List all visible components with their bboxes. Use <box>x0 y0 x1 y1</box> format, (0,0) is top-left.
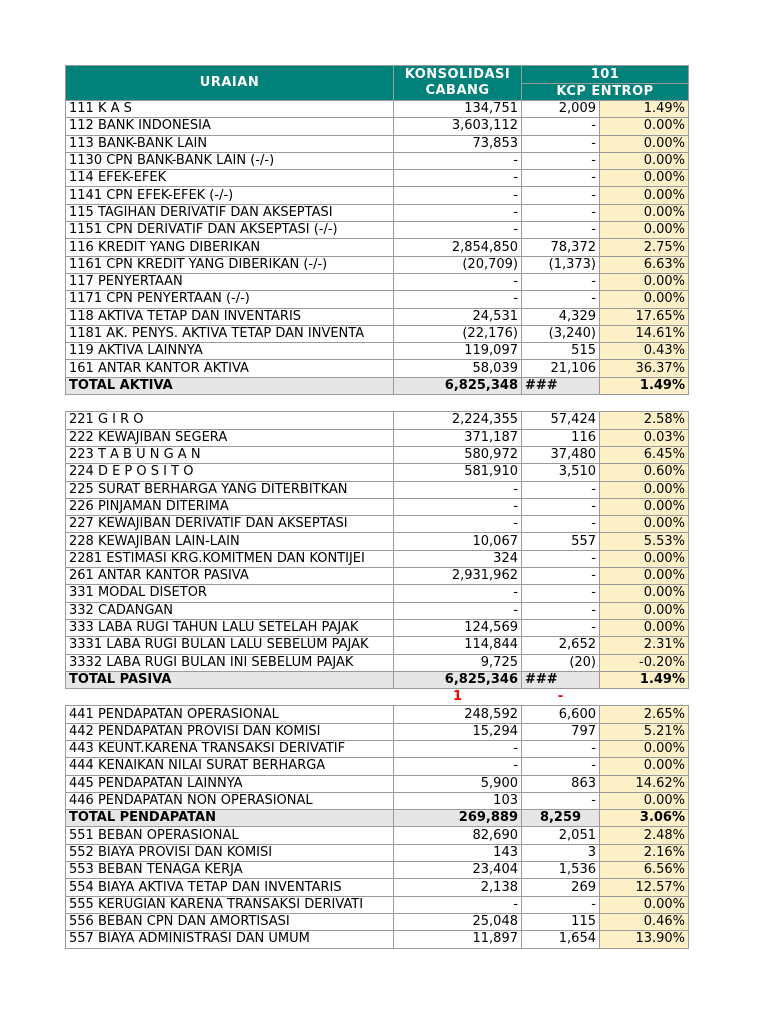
row-konsolidasi: 73,853 <box>394 135 522 152</box>
total-pct: 3.06% <box>600 810 689 827</box>
table-row <box>66 723 689 740</box>
total-row <box>66 377 689 394</box>
header-uraian: URAIAN <box>66 66 394 101</box>
row-label: 556 BEBAN CPN DAN AMORTISASI <box>66 913 394 930</box>
row-branch: - <box>522 481 600 498</box>
row-pct: 17.65% <box>600 308 689 325</box>
table-row <box>66 792 689 809</box>
table-row <box>66 498 689 515</box>
row-pct: 12.57% <box>600 879 689 896</box>
row-branch: 21,106 <box>522 360 600 377</box>
row-pct: 0.00% <box>600 896 689 913</box>
row-konsolidasi: 143 <box>394 844 522 861</box>
table-row <box>66 101 689 118</box>
row-pct: 0.00% <box>600 516 689 533</box>
table-row <box>66 325 689 342</box>
row-label: 225 SURAT BERHARGA YANG DITERBITKAN <box>66 481 394 498</box>
table-row <box>66 740 689 757</box>
table-row <box>66 585 689 602</box>
total-pendapatan <box>66 810 689 827</box>
row-label: 1171 CPN PENYERTAAN (-/-) <box>66 291 394 308</box>
row-label: 119 AKTIVA LAINNYA <box>66 343 394 360</box>
row-label: 1151 CPN DERIVATIF DAN AKSEPTASI (-/-) <box>66 222 394 239</box>
row-pct: 0.00% <box>600 602 689 619</box>
row-label: 551 BEBAN OPERASIONAL <box>66 827 394 844</box>
row-branch: - <box>522 118 600 135</box>
table-row <box>66 879 689 896</box>
row-pct: 0.03% <box>600 429 689 446</box>
row-label: 333 LABA RUGI TAHUN LALU SETELAH PAJAK <box>66 619 394 636</box>
table-row <box>66 758 689 775</box>
row-pct: 2.16% <box>600 844 689 861</box>
row-pct: 0.00% <box>600 291 689 308</box>
check-branch: - <box>557 689 564 705</box>
row-konsolidasi: - <box>394 516 522 533</box>
row-konsolidasi: 371,187 <box>394 429 522 446</box>
row-branch: 3,510 <box>522 464 600 481</box>
section-pendapatan <box>66 706 689 810</box>
row-pct: 0.00% <box>600 619 689 636</box>
row-konsolidasi: - <box>394 740 522 757</box>
table-row <box>66 343 689 360</box>
table-row <box>66 931 689 948</box>
row-label: 117 PENYERTAAN <box>66 273 394 290</box>
row-branch: - <box>522 498 600 515</box>
row-konsolidasi: 119,097 <box>394 343 522 360</box>
row-branch: 2,051 <box>522 827 600 844</box>
row-branch: - <box>522 187 600 204</box>
row-pct: 5.53% <box>600 533 689 550</box>
row-konsolidasi: 134,751 <box>394 101 522 118</box>
table-row <box>66 896 689 913</box>
row-konsolidasi: - <box>394 204 522 221</box>
table-row <box>66 862 689 879</box>
row-pct: 6.56% <box>600 862 689 879</box>
table-row <box>66 429 689 446</box>
row-label: 555 KERUGIAN KARENA TRANSAKSI DERIVATI <box>66 896 394 913</box>
row-konsolidasi: - <box>394 273 522 290</box>
row-branch: 797 <box>522 723 600 740</box>
row-konsolidasi: 2,224,355 <box>394 412 522 429</box>
row-pct: 1.49% <box>600 101 689 118</box>
row-pct: 0.00% <box>600 135 689 152</box>
row-branch: - <box>522 516 600 533</box>
row-pct: 0.00% <box>600 481 689 498</box>
table-row <box>66 118 689 135</box>
spacer-row <box>66 395 689 412</box>
table-row <box>66 516 689 533</box>
table-row <box>66 446 689 463</box>
row-label: 445 PENDAPATAN LAINNYA <box>66 775 394 792</box>
table-row <box>66 654 689 671</box>
header-konsolidasi-line1: KONSOLIDASI <box>404 67 511 82</box>
row-branch: - <box>522 135 600 152</box>
table-row <box>66 360 689 377</box>
row-pct: 0.00% <box>600 170 689 187</box>
row-branch: (20) <box>522 654 600 671</box>
row-label: 223 T A B U N G A N <box>66 446 394 463</box>
row-pct: 0.00% <box>600 222 689 239</box>
row-branch: 6,600 <box>522 706 600 723</box>
row-branch: - <box>522 568 600 585</box>
row-pct: 0.00% <box>600 187 689 204</box>
row-konsolidasi: - <box>394 896 522 913</box>
row-konsolidasi: (20,709) <box>394 256 522 273</box>
total-aktiva <box>66 377 689 412</box>
check-konsolidasi: 1 <box>452 689 463 705</box>
row-konsolidasi: - <box>394 602 522 619</box>
row-label: 553 BEBAN TENAGA KERJA <box>66 862 394 879</box>
row-label: 116 KREDIT YANG DIBERIKAN <box>66 239 394 256</box>
row-label: 221 G I R O <box>66 412 394 429</box>
row-pct: 2.65% <box>600 706 689 723</box>
row-label: 441 PENDAPATAN OPERASIONAL <box>66 706 394 723</box>
row-pct: 0.00% <box>600 758 689 775</box>
row-pct: 6.63% <box>600 256 689 273</box>
row-branch: 115 <box>522 913 600 930</box>
row-konsolidasi: - <box>394 187 522 204</box>
row-konsolidasi: 24,531 <box>394 308 522 325</box>
row-pct: 0.00% <box>600 792 689 809</box>
row-pct: 0.00% <box>600 585 689 602</box>
row-konsolidasi: 581,910 <box>394 464 522 481</box>
row-pct: 14.62% <box>600 775 689 792</box>
row-branch: - <box>522 152 600 169</box>
row-konsolidasi: 9,725 <box>394 654 522 671</box>
row-pct: 0.43% <box>600 343 689 360</box>
table-row <box>66 412 689 429</box>
row-konsolidasi: 58,039 <box>394 360 522 377</box>
table-row <box>66 568 689 585</box>
row-pct: 2.31% <box>600 637 689 654</box>
table-row <box>66 273 689 290</box>
row-konsolidasi: 5,900 <box>394 775 522 792</box>
row-pct: 2.48% <box>600 827 689 844</box>
table-row <box>66 135 689 152</box>
row-konsolidasi: 15,294 <box>394 723 522 740</box>
table-row <box>66 222 689 239</box>
table-row <box>66 602 689 619</box>
total-label: TOTAL PENDAPATAN <box>66 810 394 827</box>
header-konsolidasi-line2: CABANG <box>425 83 490 98</box>
row-branch: 1,654 <box>522 931 600 948</box>
row-branch: 557 <box>522 533 600 550</box>
row-label: 443 KEUNT.KARENA TRANSAKSI DERIVATIF <box>66 740 394 757</box>
row-branch: (1,373) <box>522 256 600 273</box>
total-pct: 1.49% <box>600 671 689 688</box>
row-pct: 0.60% <box>600 464 689 481</box>
row-label: 2281 ESTIMASI KRG.KOMITMEN DAN KONTIJEI <box>66 550 394 567</box>
row-pct: 0.00% <box>600 740 689 757</box>
row-label: 118 AKTIVA TETAP DAN INVENTARIS <box>66 308 394 325</box>
row-branch: - <box>522 170 600 187</box>
row-konsolidasi: 124,569 <box>394 619 522 636</box>
row-pct: 0.00% <box>600 152 689 169</box>
row-branch: 2,652 <box>522 637 600 654</box>
row-label: 3331 LABA RUGI BULAN LALU SEBELUM PAJAK <box>66 637 394 654</box>
check-row <box>66 689 689 706</box>
table-row <box>66 256 689 273</box>
row-pct: 0.00% <box>600 118 689 135</box>
row-branch: 863 <box>522 775 600 792</box>
row-pct: 6.45% <box>600 446 689 463</box>
row-label: 161 ANTAR KANTOR AKTIVA <box>66 360 394 377</box>
table-row <box>66 170 689 187</box>
table-row <box>66 187 689 204</box>
row-konsolidasi: 2,138 <box>394 879 522 896</box>
row-pct: 2.75% <box>600 239 689 256</box>
row-pct: -0.20% <box>600 654 689 671</box>
row-branch: - <box>522 291 600 308</box>
row-pct: 14.61% <box>600 325 689 342</box>
row-branch: - <box>522 740 600 757</box>
row-label: 115 TAGIHAN DERIVATIF DAN AKSEPTASI <box>66 204 394 221</box>
table-row <box>66 775 689 792</box>
row-label: 446 PENDAPATAN NON OPERASIONAL <box>66 792 394 809</box>
row-konsolidasi: - <box>394 291 522 308</box>
header-konsolidasi <box>394 66 522 101</box>
row-konsolidasi: 25,048 <box>394 913 522 930</box>
table-row <box>66 706 689 723</box>
row-konsolidasi: 23,404 <box>394 862 522 879</box>
row-branch: - <box>522 222 600 239</box>
header-branch-code: 101 <box>522 66 689 84</box>
total-konsolidasi: 6,825,348 <box>394 377 522 394</box>
row-label: 112 BANK INDONESIA <box>66 118 394 135</box>
table-row <box>66 481 689 498</box>
row-branch: - <box>522 758 600 775</box>
row-pct: 5.21% <box>600 723 689 740</box>
row-konsolidasi: 103 <box>394 792 522 809</box>
row-branch: 3 <box>522 844 600 861</box>
row-branch: 116 <box>522 429 600 446</box>
table-row <box>66 291 689 308</box>
balance-sheet <box>65 65 688 949</box>
row-konsolidasi: - <box>394 170 522 187</box>
row-label: 331 MODAL DISETOR <box>66 585 394 602</box>
total-label: TOTAL AKTIVA <box>66 377 394 394</box>
row-label: 332 CADANGAN <box>66 602 394 619</box>
row-branch: - <box>522 585 600 602</box>
row-label: 226 PINJAMAN DITERIMA <box>66 498 394 515</box>
table-row <box>66 550 689 567</box>
row-branch: 57,424 <box>522 412 600 429</box>
total-konsolidasi: 269,889 <box>394 810 522 827</box>
row-label: 222 KEWAJIBAN SEGERA <box>66 429 394 446</box>
table-row <box>66 913 689 930</box>
row-konsolidasi: (22,176) <box>394 325 522 342</box>
row-branch: - <box>522 550 600 567</box>
row-label: 224 D E P O S I T O <box>66 464 394 481</box>
row-pct: 0.46% <box>600 913 689 930</box>
total-row <box>66 671 689 688</box>
row-branch: - <box>522 792 600 809</box>
row-label: 557 BIAYA ADMINISTRASI DAN UMUM <box>66 931 394 948</box>
row-konsolidasi: 3,603,112 <box>394 118 522 135</box>
row-label: 554 BIAYA AKTIVA TETAP DAN INVENTARIS <box>66 879 394 896</box>
row-branch: - <box>522 204 600 221</box>
row-konsolidasi: - <box>394 222 522 239</box>
row-konsolidasi: - <box>394 481 522 498</box>
total-pasiva <box>66 671 689 706</box>
total-branch: ### <box>522 671 600 688</box>
table-row <box>66 152 689 169</box>
table-row <box>66 844 689 861</box>
row-pct: 0.00% <box>600 273 689 290</box>
row-pct: 0.00% <box>600 498 689 515</box>
row-konsolidasi: 580,972 <box>394 446 522 463</box>
row-label: 1181 AK. PENYS. AKTIVA TETAP DAN INVENTA <box>66 325 394 342</box>
row-pct: 0.00% <box>600 550 689 567</box>
row-label: 261 ANTAR KANTOR PASIVA <box>66 568 394 585</box>
row-pct: 36.37% <box>600 360 689 377</box>
row-label: 552 BIAYA PROVISI DAN KOMISI <box>66 844 394 861</box>
table-row <box>66 637 689 654</box>
row-konsolidasi: 2,854,850 <box>394 239 522 256</box>
header-branch-name: KCP ENTROP <box>522 84 689 101</box>
row-branch: 2,009 <box>522 101 600 118</box>
row-branch: (3,240) <box>522 325 600 342</box>
row-branch: - <box>522 273 600 290</box>
total-konsolidasi: 6,825,346 <box>394 671 522 688</box>
section-biaya <box>66 827 689 948</box>
row-branch: 78,372 <box>522 239 600 256</box>
row-konsolidasi: - <box>394 152 522 169</box>
table-row <box>66 533 689 550</box>
section-pasiva <box>66 412 689 671</box>
total-label: TOTAL PASIVA <box>66 671 394 688</box>
row-label: 1141 CPN EFEK-EFEK (-/-) <box>66 187 394 204</box>
row-branch: - <box>522 602 600 619</box>
row-label: 114 EFEK-EFEK <box>66 170 394 187</box>
total-branch: 8,259 <box>522 810 600 827</box>
row-label: 1161 CPN KREDIT YANG DIBERIKAN (-/-) <box>66 256 394 273</box>
table-row <box>66 308 689 325</box>
row-label: 228 KEWAJIBAN LAIN-LAIN <box>66 533 394 550</box>
row-konsolidasi: 114,844 <box>394 637 522 654</box>
total-row <box>66 810 689 827</box>
row-branch: 269 <box>522 879 600 896</box>
row-label: 1130 CPN BANK-BANK LAIN (-/-) <box>66 152 394 169</box>
row-konsolidasi: - <box>394 758 522 775</box>
row-konsolidasi: - <box>394 585 522 602</box>
row-label: 111 K A S <box>66 101 394 118</box>
table-row <box>66 239 689 256</box>
section-aktiva <box>66 101 689 378</box>
row-pct: 2.58% <box>600 412 689 429</box>
row-pct: 0.00% <box>600 204 689 221</box>
table-row <box>66 464 689 481</box>
row-konsolidasi: 82,690 <box>394 827 522 844</box>
row-label: 442 PENDAPATAN PROVISI DAN KOMISI <box>66 723 394 740</box>
row-branch: - <box>522 619 600 636</box>
row-konsolidasi: 11,897 <box>394 931 522 948</box>
row-pct: 13.90% <box>600 931 689 948</box>
row-konsolidasi: 2,931,962 <box>394 568 522 585</box>
row-label: 113 BANK-BANK LAIN <box>66 135 394 152</box>
total-pct: 1.49% <box>600 377 689 394</box>
total-branch: ### <box>522 377 600 394</box>
row-branch: 515 <box>522 343 600 360</box>
table-row <box>66 827 689 844</box>
row-pct: 0.00% <box>600 568 689 585</box>
report-table <box>65 65 689 949</box>
row-konsolidasi: 10,067 <box>394 533 522 550</box>
row-label: 444 KENAIKAN NILAI SURAT BERHARGA <box>66 758 394 775</box>
row-label: 227 KEWAJIBAN DERIVATIF DAN AKSEPTASI <box>66 516 394 533</box>
row-label: 3332 LABA RUGI BULAN INI SEBELUM PAJAK <box>66 654 394 671</box>
row-branch: 37,480 <box>522 446 600 463</box>
table-row <box>66 204 689 221</box>
row-branch: 1,536 <box>522 862 600 879</box>
row-branch: 4,329 <box>522 308 600 325</box>
row-branch: - <box>522 896 600 913</box>
row-konsolidasi: - <box>394 498 522 515</box>
row-konsolidasi: 324 <box>394 550 522 567</box>
table-row <box>66 619 689 636</box>
row-konsolidasi: 248,592 <box>394 706 522 723</box>
